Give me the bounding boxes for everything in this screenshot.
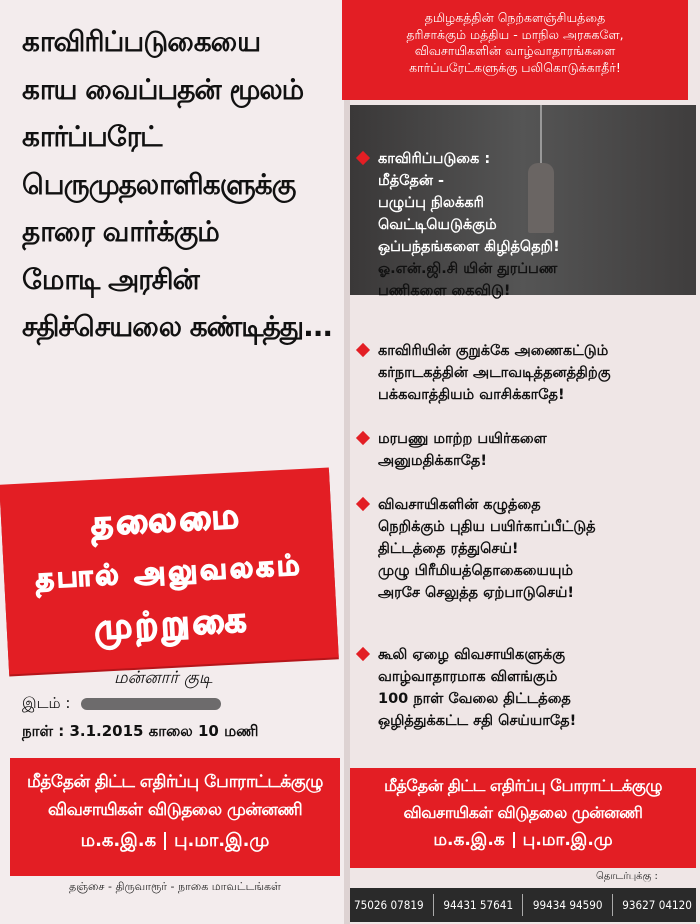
footer-org-line: மீத்தேன் திட்ட எதிர்ப்பு போராட்டக்குழு (384, 776, 662, 795)
divider (164, 832, 166, 850)
demand-line: காவிரியின் குறுக்கே அணைகட்டும் (378, 343, 609, 359)
banner-line: தரிசாக்கும் மத்திய - மாநில அரசுகளே, (406, 26, 624, 42)
demand-line: மரபணு மாற்ற பயிர்களை (378, 431, 547, 447)
demand-line: காவிரிப்படுகை : (378, 151, 491, 167)
demand-line: பழுப்பு நிலக்கரி (378, 195, 484, 211)
org-name: ம.க.இ.க (80, 830, 157, 851)
demand-line: நெறிக்கும் புதிய பயிர்காப்பீட்டுத் (378, 519, 596, 535)
phone-number: 75026 07819 (354, 898, 424, 912)
venue-line (22, 694, 221, 714)
contact-label: தொடர்புக்கு : (596, 871, 658, 882)
divider (433, 894, 434, 916)
org-name: ம.க.இ.க (433, 830, 505, 850)
ribbon-line: தலைமை (89, 496, 243, 544)
bullet-diamond-icon (356, 343, 370, 357)
phone-number: 93627 04120 (622, 898, 692, 912)
siege-ribbon (0, 467, 339, 674)
ribbon-line: முற்றுகை (93, 599, 251, 648)
footer-org-line: விவசாயிகள் விடுதலை முன்னணி (47, 800, 303, 820)
demand-line: அனுமதிக்காதே! (378, 453, 487, 469)
bullet-diamond-icon (356, 647, 370, 661)
demand-line: பணிகளை கைவிடு! (378, 283, 511, 299)
demand-line: ஒழித்துக்கட்ட சதி செய்யாதே! (378, 713, 577, 729)
headline-line: மோடி அரசின் (22, 262, 199, 296)
demand-line: வாழ்வாதாரமாக விளங்கும் (378, 669, 558, 685)
banner-line: விவசாயிகளின் வாழ்வாதாரங்களை (414, 43, 616, 58)
phone-number: 94431 57641 (443, 898, 514, 912)
divider (522, 894, 523, 916)
demand-line: வெட்டியெடுக்கும் (378, 217, 497, 233)
headline (22, 18, 342, 351)
footer-org-line: விவசாயிகள் விடுதலை முன்னணி (403, 803, 643, 822)
bullet-diamond-icon (356, 497, 370, 511)
demand-line: அரசே செலுத்த ஏற்பாடுசெய்! (378, 585, 574, 601)
bullet-diamond-icon (356, 431, 370, 445)
demand-line: முழு பிரீமியத்தொகையையும் (378, 563, 574, 579)
demand-line: 100 நாள் வேலை திட்டத்தை (378, 691, 571, 707)
demand-line: திட்டத்தை ரத்துசெய்! (378, 541, 519, 557)
bullet-diamond-icon (356, 151, 370, 165)
banner-line: தமிழகத்தின் நெற்களஞ்சியத்தை (424, 10, 606, 25)
demand-item (354, 644, 576, 732)
demand-item (354, 340, 611, 406)
scribbled-out-venue (81, 698, 221, 710)
footer-org-line: மீத்தேன் திட்ட எதிர்ப்பு போராட்டக்குழு (27, 772, 323, 792)
headline-line: சதிச்செயலை கண்டித்து... (22, 310, 332, 343)
headline-line: கார்ப்பரேட் (22, 120, 162, 153)
footer-orgs (350, 830, 696, 852)
date-line: நாள் : 3.1.2015 காலை 10 மணி (22, 722, 259, 740)
left-poster-panel (0, 0, 344, 924)
demand-line: ஒப்பந்தங்களை கிழித்தெறி! (378, 239, 560, 255)
divider (513, 832, 515, 848)
top-banner (342, 0, 688, 100)
org-name: பு.மா.இ.மு (174, 830, 270, 851)
org-name: பு.மா.இ.மு (522, 830, 613, 850)
right-footer-box (350, 768, 696, 868)
divider (612, 894, 613, 916)
demand-item (354, 428, 547, 472)
headline-line: பெருமுதலாளிகளுக்கு (22, 167, 296, 201)
phone-numbers-bar (350, 888, 696, 922)
demand-line: கர்நாடகத்தின் அடாவடித்தனத்திற்கு (378, 365, 611, 381)
ribbon-line: தபால் அலுவலகம் (34, 548, 304, 595)
demand-line: ஓ.என்.ஜி.சி யின் துரப்பண (378, 261, 558, 277)
headline-line: காவிரிப்படுகையை (22, 25, 261, 58)
footer-orgs (10, 830, 340, 853)
demand-line: பக்கவாத்தியம் வாசிக்காதே! (378, 387, 565, 403)
venue-label: இடம் : (22, 694, 71, 712)
left-footer-box (10, 758, 340, 876)
headline-line: தாரை வார்க்கும் (22, 215, 219, 248)
districts-line: தஞ்சை - திருவாரூர் - நாகை மாவட்டங்கள் (69, 880, 281, 893)
demand-item (354, 494, 596, 604)
handwritten-place: மன்னார் குடி (114, 668, 213, 688)
demand-item (354, 148, 560, 302)
demand-line: கூலி ஏழை விவசாயிகளுக்கு (378, 647, 565, 663)
demand-line: விவசாயிகளின் கழுத்தை (378, 497, 541, 513)
banner-line: கார்ப்பரேட்களுக்கு பலிகொடுக்காதீர்! (409, 59, 621, 75)
phone-number: 99434 94590 (532, 898, 603, 912)
demand-line: மீத்தேன் - (378, 173, 445, 189)
headline-line: காய வைப்பதன் மூலம் (22, 72, 304, 106)
